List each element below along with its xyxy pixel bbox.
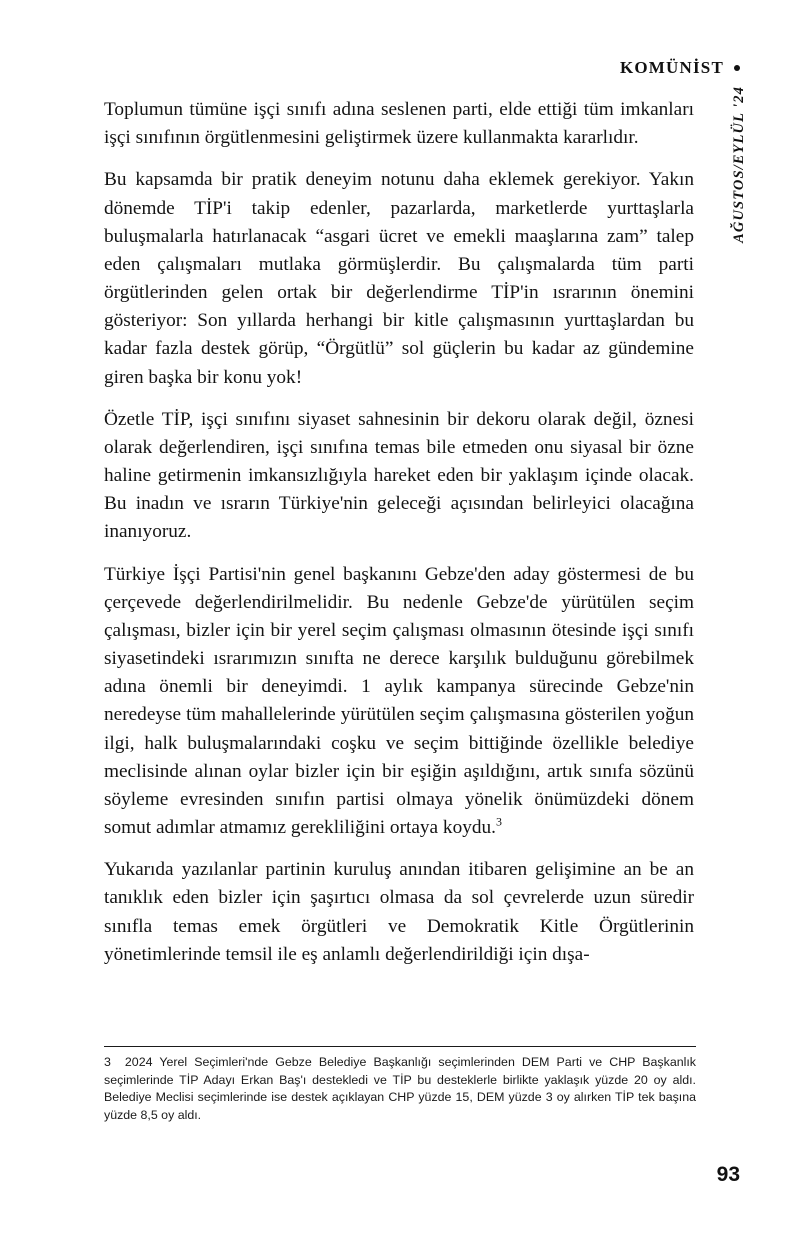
paragraph: Yukarıda yazılanlar partinin kuruluş anından itibaren gelişimine an be an tanıklık eden bizler için şaşırtıcı olmasa da sol çevrelerde uzun süredir sınıfla temas emek örgütleri ve Demokratik Kitle Örgütlerinin yönetimlerinde temsil ile eş anlamlı değerlendirildiği için dışa- <box>104 859 694 965</box>
running-head-title: KOMÜNİST <box>619 58 724 77</box>
paragraph: Özetle TİP, işçi sınıfını siyaset sahnesinin bir dekoru olarak değil, öznesi olarak değerlendiren, işçi sınıfına temas bile etmeden onu siyasal bir özne haline getirmenin imkansızlığıyla hareket eden bir yaklaşım içinde olacak. Bu inadın ve ısrarın Türkiye'nin geleceği açısından belirleyici olacağına inanıyoruz. <box>104 408 694 543</box>
footnote <box>104 1054 696 1124</box>
footnote-number: 3 <box>104 1055 111 1069</box>
paragraph-text: Türkiye İşçi Partisi'nin genel başkanını Gebze'den aday göstermesi de bu çerçevede değerlendirilmelidir. Bu nedenle Gebze'de yürütülen seçim çalışması, bizler için bir yerel seçim çalışması olmasının ötesinde işçi sınıfı siyasetindeki ısrarımızın sınıfta ne derece karşılık bulduğunu görebilmek adına önemli bir deneyimdi. 1 aylık kampanya sürecinde Gebze'nin neredeyse tüm mahallelerinde yürütülen seçim çalışmasına gösterilen yoğun ilgi, halk buluşmalarındaki coşku ve seçim bittiğinde özellikle belediye meclisinde alınan oylar bizler için bir eşiğin aşıldığını, artık sınıfa sözünü söyleme evresinden sınıfın partisi olmaya yönelik önümüzdeki dönem somut adımlar atmamız gerekliliğini ortaya koydu. <box>104 563 694 839</box>
bullet-icon <box>734 65 740 71</box>
page-number: 93 <box>716 1163 740 1186</box>
paragraph-with-footnote <box>104 561 694 843</box>
body-text <box>104 96 694 969</box>
footnote-area <box>104 1046 696 1124</box>
issue-date-side-label: AĞUSTOS/EYLÜL '24 <box>731 86 747 243</box>
running-head <box>620 58 740 78</box>
footnote-divider <box>104 1046 696 1047</box>
paragraph: Bu kapsamda bir pratik deneyim notunu daha eklemek gerekiyor. Yakın dönemde TİP'i takip edenler, pazarlarda, marketlerde yurttaşlarla buluşmalarla hatırlanacak “asgari ücret ve emekli maaşlarına zam” talep eden çalışmaları mutlaka görmüşlerdir. Bu çalışmalarda tüm parti örgütlerinden gelen ortak bir değerlendirme TİP'in ısrarının önemini gösteriyor: Son yıllarda herhangi bir kitle çalışmasının yurttaşlardan bu kadar fazla destek görüp, “Örgütlü” sol güçlerin bu kadar az gündemine giren başka bir konu yok! <box>104 169 694 388</box>
footnote-text: 2024 Yerel Seçimleri'nde Gebze Belediye Başkanlığı seçimlerinden DEM Parti ve CHP Başkanlık seçimlerinde TİP Adayı Erkan Baş'ı destekledi ve TİP bu desteklerle birlikte yaklaşık yüzde 20 oy aldı. Belediye Meclisi seçimlerinde ise destek açıklayan CHP yüzde 15, DEM yüzde 3 oy alırken TİP tek başına yüzde 8,5 oy aldı. <box>104 1055 696 1122</box>
footnote-reference[interactable]: 3 <box>495 814 502 829</box>
paragraph: Toplumun tümüne işçi sınıfı adına seslenen parti, elde ettiği tüm imkanları işçi sınıfının örgütlenmesini geliştirmek üzere kullanmakta kararlıdır. <box>104 99 694 149</box>
